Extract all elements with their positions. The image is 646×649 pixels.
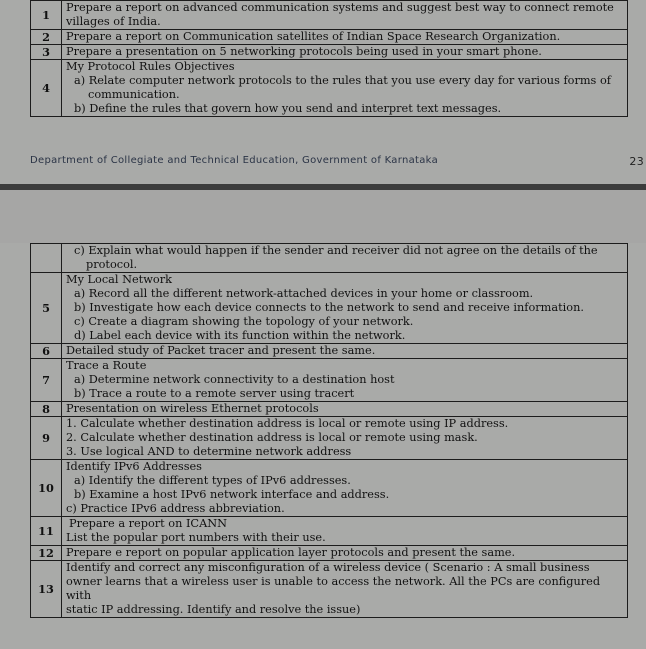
- row-number: 6: [31, 344, 62, 359]
- page-footer: [30, 155, 646, 169]
- row-number: 4: [31, 60, 62, 117]
- row-number: 3: [31, 45, 62, 60]
- table-row: [31, 273, 628, 344]
- table-row: [31, 402, 628, 417]
- table-row: [31, 561, 628, 618]
- row-text: Prepare a report on advanced communication systems and suggest best way to connect remote villages of India.: [62, 1, 628, 30]
- row-text: Presentation on wireless Ethernet protocols: [62, 402, 628, 417]
- row-number: 13: [31, 561, 62, 618]
- row-number: 2: [31, 30, 62, 45]
- row-text: My Protocol Rules Objectives a) Relate computer network protocols to the rules that you use every day for various forms of communication. b) Define the rules that govern how you send and interpret text messages.: [62, 60, 628, 117]
- row-text: Detailed study of Packet tracer and present the same.: [62, 344, 628, 359]
- table-row: [31, 45, 628, 60]
- row-text: Identify IPv6 Addresses a) Identify the different types of IPv6 addresses. b) Examine a host IPv6 network interface and address. c) Practice IPv6 address abbreviation.: [62, 460, 628, 517]
- row-text: 1. Calculate whether destination address is local or remote using IP address. 2. Calculate whether destination address is local or remote using mask. 3. Use logical AND to determine network address: [62, 417, 628, 460]
- row-text: My Local Network a) Record all the different network-attached devices in your home or classroom. b) Investigate how each device connects to the network to send and receive information. c) Create a diagram showing the topology of your network. d) Label each device with its function within the network.: [62, 273, 628, 344]
- table-row: [31, 517, 628, 546]
- row-number: 10: [31, 460, 62, 517]
- table-row: [31, 417, 628, 460]
- row-title: My Local Network: [66, 273, 172, 286]
- row-number: 1: [31, 1, 62, 30]
- table-row: [31, 1, 628, 30]
- row-text: Prepare a presentation on 5 networking protocols being used in your smart phone.: [62, 45, 628, 60]
- table-row: [31, 344, 628, 359]
- row-number: 12: [31, 546, 62, 561]
- row-number: [31, 244, 62, 273]
- row-text: Identify and correct any misconfiguration of a wireless device ( Scenario : A small business owner learns that a wireless user is unable to access the network. All the PCs are configured with static IP addressing. Identify and resolve the issue): [62, 561, 628, 618]
- table-row: [31, 244, 628, 273]
- activity-table-page-1: [30, 0, 628, 117]
- page-gap: [0, 190, 646, 243]
- table-row: [31, 60, 628, 117]
- row-text: c) Explain what would happen if the sender and receiver did not agree on the details of the protocol.: [62, 244, 628, 273]
- table-row: [31, 30, 628, 45]
- row-number: 5: [31, 273, 62, 344]
- table-row: [31, 359, 628, 402]
- row-number: 9: [31, 417, 62, 460]
- row-title: My Protocol Rules Objectives: [66, 60, 235, 73]
- table-row: [31, 460, 628, 517]
- row-text: Prepare e report on popular application layer protocols and present the same.: [62, 546, 628, 561]
- row-text: Prepare a report on ICANN List the popular port numbers with their use.: [62, 517, 628, 546]
- table-row: [31, 546, 628, 561]
- row-title: Identify IPv6 Addresses: [66, 460, 202, 473]
- activity-table-page-2: [30, 243, 628, 618]
- row-title: Trace a Route: [66, 359, 147, 372]
- row-text: Prepare a report on Communication satellites of Indian Space Research Organization.: [62, 30, 628, 45]
- department-name: Department of Collegiate and Technical Education, Government of Karnataka: [30, 155, 439, 166]
- row-number: 8: [31, 402, 62, 417]
- row-number: 11: [31, 517, 62, 546]
- row-text: Trace a Route a) Determine network connectivity to a destination host b) Trace a route to a remote server using tracert: [62, 359, 628, 402]
- page-number: 23: [629, 155, 644, 168]
- row-number: 7: [31, 359, 62, 402]
